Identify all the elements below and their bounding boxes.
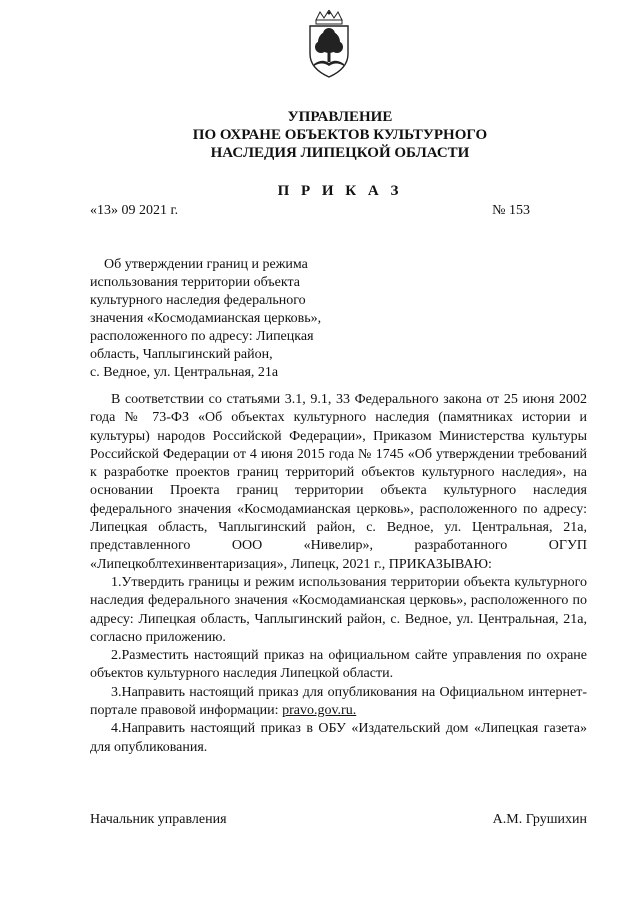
document-meta <box>90 203 530 219</box>
org-line-2: ПО ОХРАНЕ ОБЪЕКТОВ КУЛЬТУРНОГО <box>192 127 488 143</box>
document-subject <box>90 256 380 382</box>
subject-line: область, Чаплыгинский район, <box>90 347 273 362</box>
order-item-1: 1.Утвердить границы и режим использования территории объекта культурного наследия федерального значения «Космодамианская церковь», расположенного по адресу: Липецкая область, Чаплыгинский район, с. Ведное, ул. Центральная, 21а, согласно приложению. <box>90 574 587 645</box>
order-item-3-text: 3.Направить настоящий приказ для опубликования на Официальном интернет-портале правовой информации: <box>90 684 587 719</box>
organization-name <box>90 108 590 162</box>
order-item-2: 2.Разместить настоящий приказ на официальном сайте управления по охране объектов культурного наследия Липецкой области. <box>90 648 587 682</box>
order-item-3 <box>90 684 587 721</box>
subject-line: использования территории объекта <box>90 275 300 290</box>
subject-line: культурного наследия федерального <box>90 293 306 308</box>
document-type: П Р И К А З <box>277 183 403 199</box>
lipetsk-coat-of-arms-icon <box>302 10 356 80</box>
document-date: «13» 09 2021 г. <box>90 203 179 218</box>
subject-line: Об утверждении границ и режима <box>104 257 308 272</box>
org-line-1: УПРАВЛЕНИЕ <box>287 109 393 125</box>
subject-line: расположенного по адресу: Липецкая <box>90 329 314 344</box>
signatory-name: А.М. Грушихин <box>492 812 587 827</box>
signatory-position: Начальник управления <box>90 812 227 827</box>
subject-line: значения «Космодамианская церковь», <box>90 311 322 326</box>
org-line-3: НАСЛЕДИЯ ЛИПЕЦКОЙ ОБЛАСТИ <box>210 145 470 161</box>
signature-block <box>90 812 587 828</box>
order-item-4: 4.Направить настоящий приказ в ОБУ «Издательский дом «Липецкая газета» для опубликования. <box>90 721 587 755</box>
document-number: № 153 <box>492 203 530 218</box>
pravo-gov-link[interactable]: pravo.gov.ru. <box>282 703 357 719</box>
document-body <box>90 391 587 757</box>
preamble-paragraph: В соответствии со статьями 3.1, 9.1, 33 Федерального закона от 25 июня 2002 года № 73-ФЗ «Об объектах культурного наследия (памятниках истории и культуры) народов Российской Федерации», Приказом Министерства культуры Российской Федерации от 4 июня 2015 года № 1745 «Об утверждении требований к разработке проектов границ территорий объектов культурного наследия», на основании Проекта границ территории объекта культурного наследия федерального значения «Космодамианская церковь», расположенного по адресу: Липецкая область, Чаплыгинский район, с. Ведное, ул. Центральная, 21а, представленного ООО «Нивелир», разработанного ОГУП «Липецкоблтехинвентаризация», Липецк, 2021 г., ПРИКАЗЫВАЮ: <box>90 392 587 572</box>
subject-line: с. Ведное, ул. Центральная, 21а <box>90 365 279 380</box>
